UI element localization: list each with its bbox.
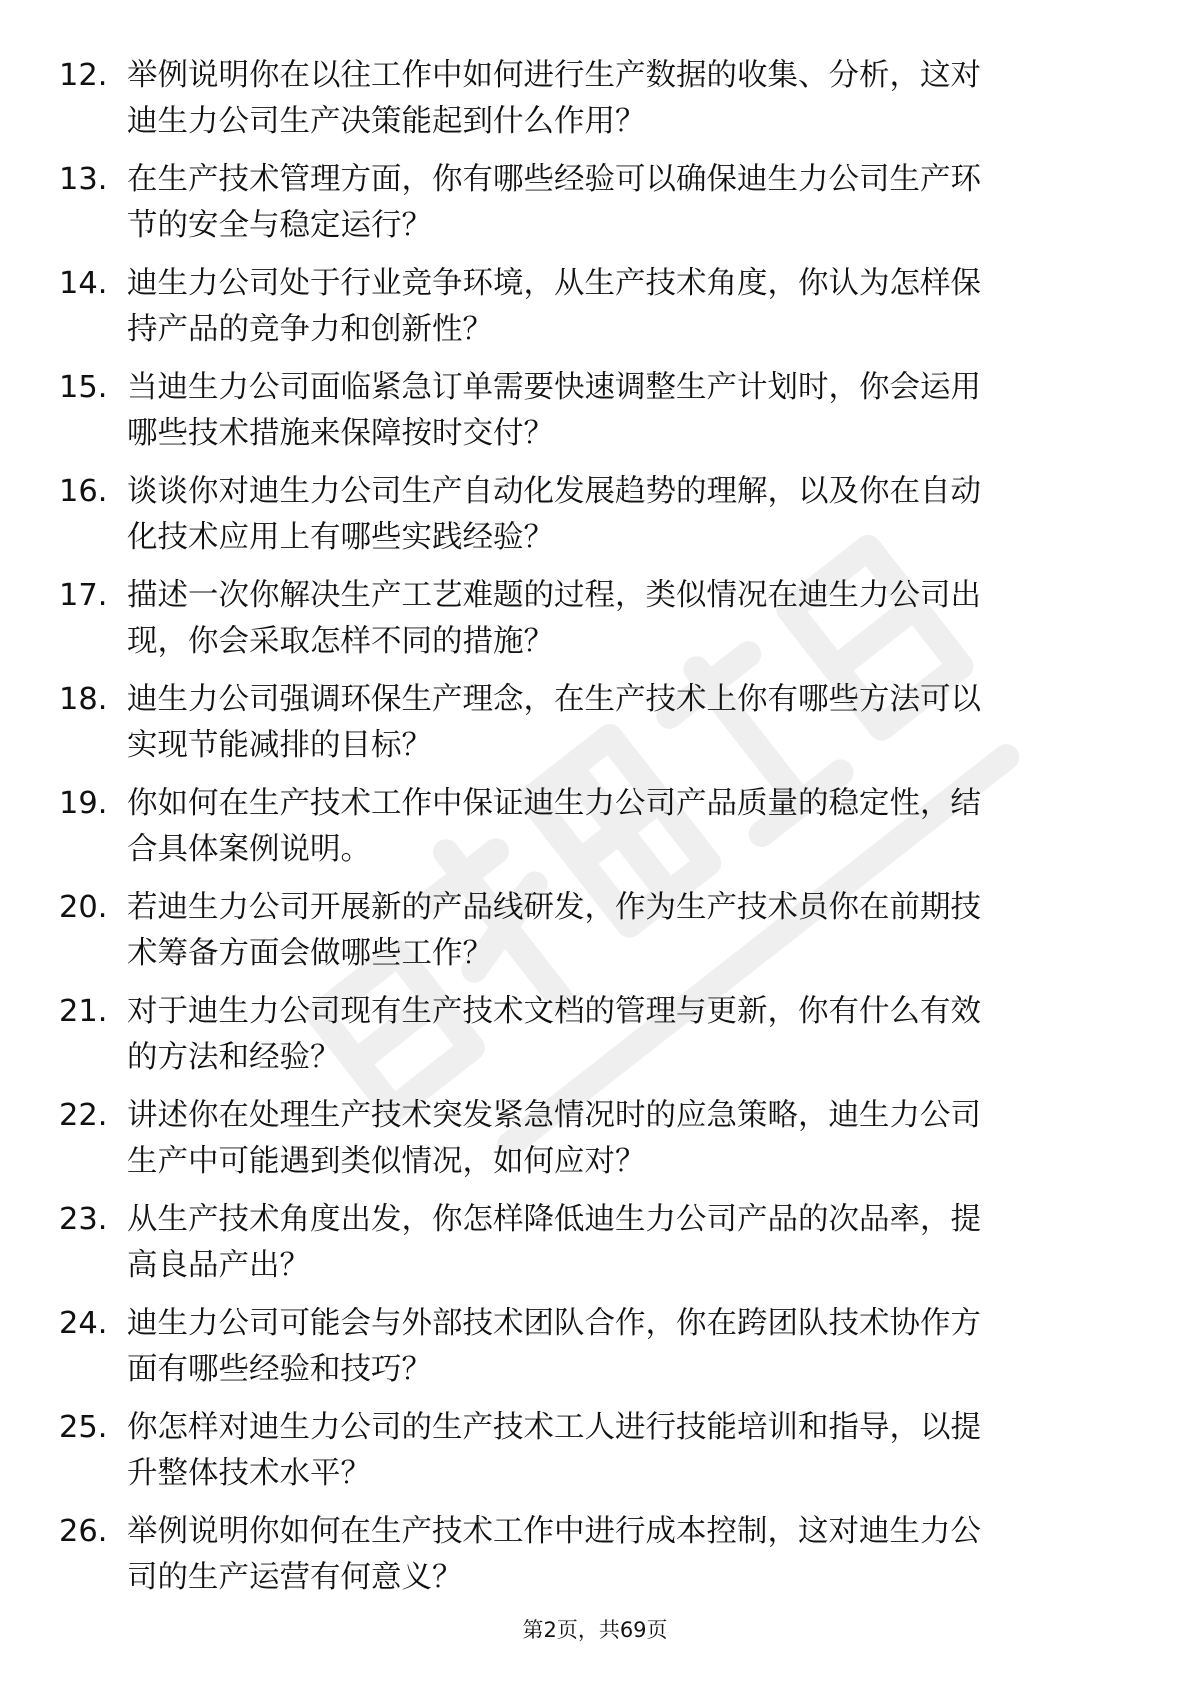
question-number: 20. xyxy=(59,890,108,925)
question-number: 14. xyxy=(59,266,108,301)
question-text-line: 若迪生力公司开展新的产品线研发，作为生产技术员你在前期技 xyxy=(127,890,981,925)
question-number: 26. xyxy=(59,1514,108,1549)
question-text-line: 现，你会采取怎样不同的措施？ xyxy=(127,624,554,659)
question-number: 23. xyxy=(59,1202,108,1237)
question-number: 15. xyxy=(59,370,108,405)
question-text-line: 迪生力公司可能会与外部技术团队合作，你在跨团队技术协作方 xyxy=(127,1306,981,1341)
question-item xyxy=(59,469,1119,573)
question-item xyxy=(59,261,1119,365)
question-text-line: 合具体案例说明。 xyxy=(127,832,371,867)
question-text-line: 持产品的竞争力和创新性？ xyxy=(127,312,493,347)
question-number: 12. xyxy=(59,58,108,93)
question-text-line: 讲述你在处理生产技术突发紧急情况时的应急策略，迪生力公司 xyxy=(127,1098,981,1133)
question-text-line: 你如何在生产技术工作中保证迪生力公司产品质量的稳定性，结 xyxy=(127,786,981,821)
page-footer: 第2页，共69页 xyxy=(522,1618,668,1642)
question-item xyxy=(59,1301,1119,1405)
question-text-line: 迪生力公司处于行业竞争环境，从生产技术角度，你认为怎样保 xyxy=(127,266,981,301)
question-text-line: 高良品产出？ xyxy=(127,1248,310,1283)
question-text-line: 的方法和经验？ xyxy=(127,1040,341,1075)
question-text-line: 你怎样对迪生力公司的生产技术工人进行技能培训和指导，以提 xyxy=(127,1410,981,1445)
question-item xyxy=(59,677,1119,781)
question-item xyxy=(59,1197,1119,1301)
question-text-line: 举例说明你在以往工作中如何进行生产数据的收集、分析，这对 xyxy=(127,58,981,93)
question-text-line: 化技术应用上有哪些实践经验？ xyxy=(127,520,554,555)
question-text-line: 实现节能减排的目标？ xyxy=(127,728,432,763)
question-item xyxy=(59,365,1119,469)
question-text-line: 迪生力公司强调环保生产理念，在生产技术上你有哪些方法可以 xyxy=(127,682,981,717)
question-text-line: 迪生力公司生产决策能起到什么作用？ xyxy=(127,104,646,139)
question-item xyxy=(59,989,1119,1093)
question-number: 13. xyxy=(59,162,108,197)
question-item xyxy=(59,573,1119,677)
question-text-line: 司的生产运营有何意义？ xyxy=(127,1560,463,1595)
question-list xyxy=(59,53,1119,1613)
question-number: 18. xyxy=(59,682,108,717)
question-text-line: 生产中可能遇到类似情况，如何应对？ xyxy=(127,1144,646,1179)
question-text-line: 谈谈你对迪生力公司生产自动化发展趋势的理解，以及你在自动 xyxy=(127,474,981,509)
question-number: 25. xyxy=(59,1410,108,1445)
question-text-line: 哪些技术措施来保障按时交付？ xyxy=(127,416,554,451)
question-text-line: 对于迪生力公司现有生产技术文档的管理与更新，你有什么有效 xyxy=(127,994,981,1029)
question-item xyxy=(59,1093,1119,1197)
question-text-line: 描述一次你解决生产工艺难题的过程，类似情况在迪生力公司出 xyxy=(127,578,981,613)
question-item xyxy=(59,53,1119,157)
question-text-line: 当迪生力公司面临紧急订单需要快速调整生产计划时，你会运用 xyxy=(127,370,981,405)
question-item xyxy=(59,1509,1119,1613)
question-text-line: 在生产技术管理方面，你有哪些经验可以确保迪生力公司生产环 xyxy=(127,162,981,197)
question-text-line: 面有哪些经验和技巧？ xyxy=(127,1352,432,1387)
question-number: 19. xyxy=(59,786,108,821)
question-item xyxy=(59,781,1119,885)
question-text-line: 术筹备方面会做哪些工作？ xyxy=(127,936,493,971)
question-text-line: 升整体技术水平？ xyxy=(127,1456,371,1491)
question-item xyxy=(59,885,1119,989)
question-text-line: 节的安全与稳定运行？ xyxy=(127,208,432,243)
question-number: 17. xyxy=(59,578,108,613)
question-number: 24. xyxy=(59,1306,108,1341)
question-number: 16. xyxy=(59,474,108,509)
question-number: 22. xyxy=(59,1098,108,1133)
question-item xyxy=(59,1405,1119,1509)
question-number: 21. xyxy=(59,994,108,1029)
question-text-line: 举例说明你如何在生产技术工作中进行成本控制，这对迪生力公 xyxy=(127,1514,981,1549)
question-text-line: 从生产技术角度出发，你怎样降低迪生力公司产品的次品率，提 xyxy=(127,1202,981,1237)
question-item xyxy=(59,157,1119,261)
